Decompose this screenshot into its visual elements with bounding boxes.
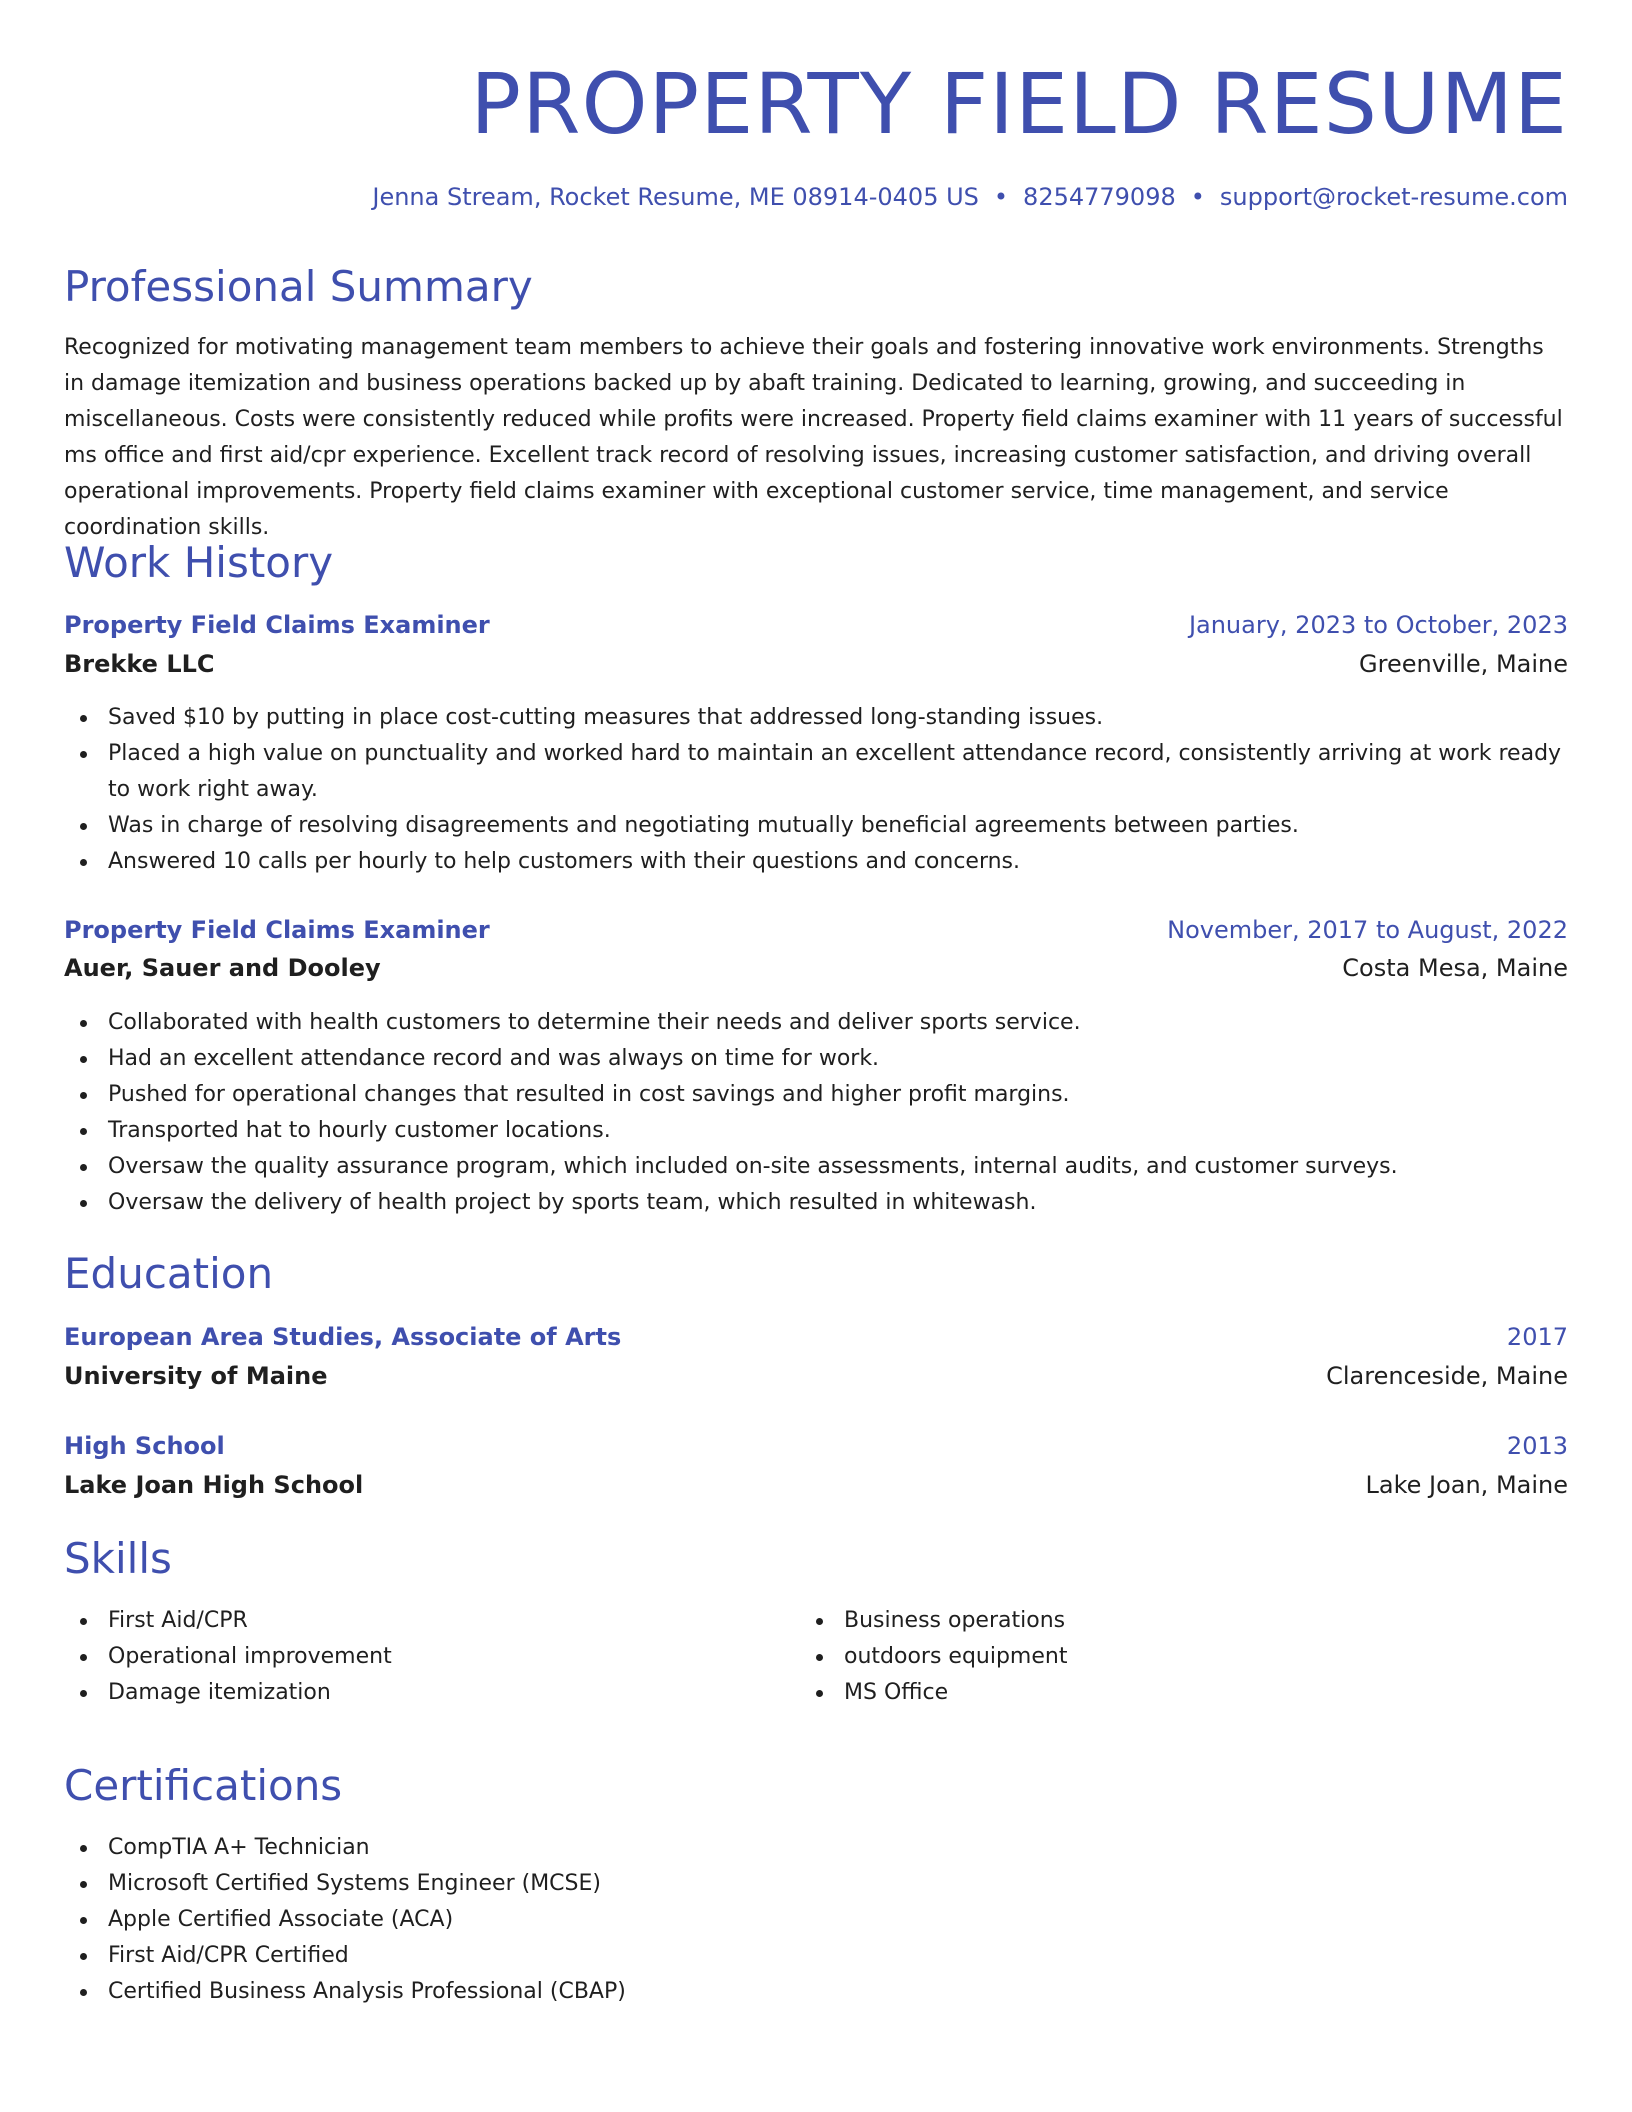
list-item: CompTIA A+ Technician: [64, 1830, 1568, 1866]
certifications-list: [64, 1830, 1568, 2010]
list-item: Placed a high value on punctuality and worked hard to maintain an excellent attendance record, consistently arriving at work ready to work right away.: [64, 736, 1568, 808]
contact-address: Jenna Stream, Rocket Resume, ME 08914-0405 US: [372, 183, 979, 211]
job-header: [64, 913, 1568, 947]
job-subheader: [64, 646, 1568, 682]
school-location: Lake Joan, Maine: [1365, 1471, 1568, 1499]
list-item: Business operations: [800, 1603, 1540, 1639]
contact-email[interactable]: support@rocket-resume.com: [1219, 183, 1568, 211]
contact-phone: 8254779098: [1023, 183, 1176, 211]
education-header: [64, 1320, 1568, 1354]
skills-heading: Skills: [64, 1534, 172, 1583]
education-heading: Education: [64, 1249, 274, 1298]
school-name: University of Maine: [64, 1362, 328, 1390]
job-dates: November, 2017 to August, 2022: [1167, 916, 1568, 944]
work-history-heading: Work History: [64, 538, 334, 587]
education-year: 2013: [1506, 1432, 1568, 1460]
skills-list-right: [800, 1603, 1540, 1711]
school-name: Lake Joan High School: [64, 1471, 364, 1499]
list-item: Answered 10 calls per hourly to help customers with their questions and concerns.: [64, 844, 1568, 880]
list-item: outdoors equipment: [800, 1639, 1540, 1675]
job-dates: January, 2023 to October, 2023: [1188, 611, 1568, 639]
contact-separator: •: [993, 183, 1009, 211]
list-item: Oversaw the quality assurance program, which included on-site assessments, internal audits, and customer surveys.: [64, 1149, 1568, 1185]
list-item: Had an excellent attendance record and was always on time for work.: [64, 1041, 1568, 1077]
education-subheader: [64, 1467, 1568, 1503]
certifications-heading: Certifications: [64, 1761, 343, 1810]
education-year: 2017: [1506, 1323, 1568, 1351]
list-item: Microsoft Certified Systems Engineer (MCSE): [64, 1866, 1568, 1902]
list-item: Certified Business Analysis Professional (CBAP): [64, 1974, 1568, 2010]
summary-heading: Professional Summary: [64, 262, 533, 311]
job-bullets: [64, 700, 1568, 880]
list-item: Was in charge of resolving disagreements and negotiating mutually beneficial agreements between parties.: [64, 808, 1568, 844]
job-bullets: [64, 1005, 1568, 1221]
list-item: Damage itemization: [64, 1675, 804, 1711]
education-subheader: [64, 1358, 1568, 1394]
job-title: Property Field Claims Examiner: [64, 611, 490, 639]
contact-separator: •: [1190, 183, 1205, 211]
resume-title: PROPERTY FIELD RESUME: [470, 55, 1568, 153]
list-item: Operational improvement: [64, 1639, 804, 1675]
job-title: Property Field Claims Examiner: [64, 916, 490, 944]
list-item: Collaborated with health customers to determine their needs and deliver sports service.: [64, 1005, 1568, 1041]
list-item: Transported hat to hourly customer locations.: [64, 1113, 1568, 1149]
job-location: Costa Mesa, Maine: [1342, 954, 1568, 982]
job-header: [64, 608, 1568, 642]
contact-line: [372, 180, 1568, 214]
list-item: First Aid/CPR: [64, 1603, 804, 1639]
degree-title: High School: [64, 1432, 225, 1460]
list-item: Oversaw the delivery of health project by sports team, which resulted in whitewash.: [64, 1185, 1568, 1221]
list-item: Pushed for operational changes that resulted in cost savings and higher profit margins.: [64, 1077, 1568, 1113]
education-header: [64, 1429, 1568, 1463]
summary-text: Recognized for motivating management team members to achieve their goals and fostering innovative work environments. Strengths in damage itemization and business operations backed up by abaft training. Dedicated to learning, growing, and succeeding in miscellaneous. Costs were consistently reduced while profits were increased. Property field claims examiner with 11 years of successful ms office and first aid/cpr experience. Excellent track record of resolving issues, increasing customer satisfaction, and driving overall operational improvements. Property field claims examiner with exceptional customer service, time management, and service coordination skills.: [64, 335, 1563, 540]
list-item: Apple Certified Associate (ACA): [64, 1902, 1568, 1938]
job-company: Brekke LLC: [64, 650, 215, 678]
list-item: First Aid/CPR Certified: [64, 1938, 1568, 1974]
list-item: Saved $10 by putting in place cost-cutting measures that addressed long-standing issues.: [64, 700, 1568, 736]
job-subheader: [64, 950, 1568, 986]
degree-title: European Area Studies, Associate of Arts: [64, 1323, 622, 1351]
job-company: Auer, Sauer and Dooley: [64, 954, 381, 982]
school-location: Clarenceside, Maine: [1326, 1362, 1568, 1390]
list-item: MS Office: [800, 1675, 1540, 1711]
skills-list-left: [64, 1603, 804, 1711]
job-location: Greenville, Maine: [1359, 650, 1568, 678]
